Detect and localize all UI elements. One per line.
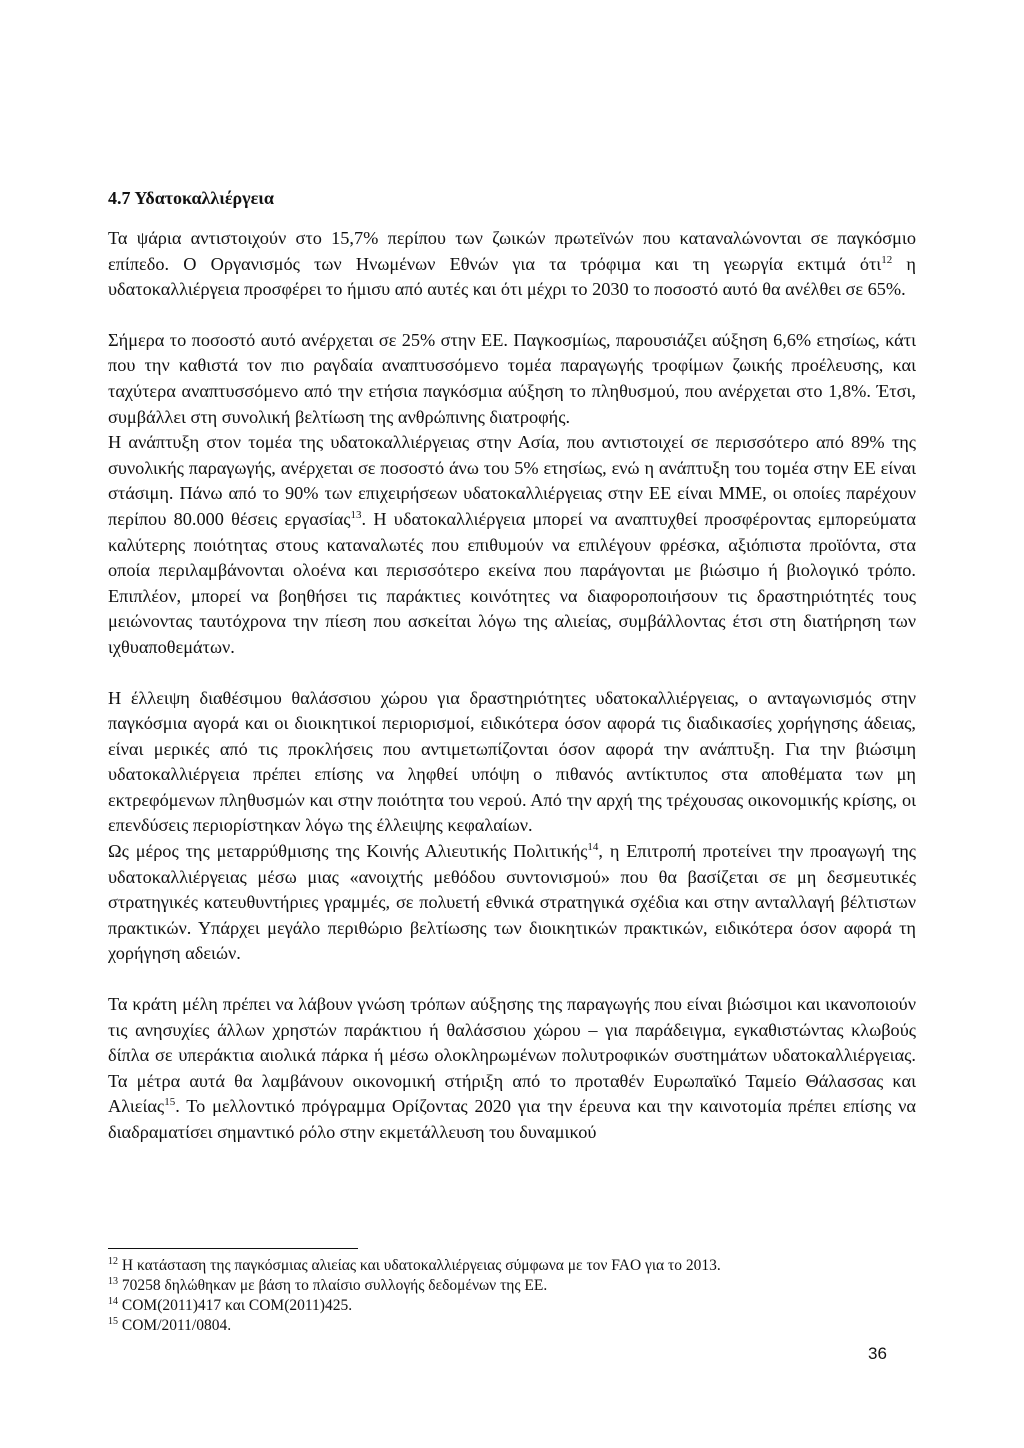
body-text	[108, 226, 916, 1146]
footnote-ref-15: 15	[164, 1096, 176, 1109]
footnotes	[108, 1256, 916, 1336]
paragraph-3-text-a: Η ανάπτυξη στον τομέα της υδατοκαλλιέργειας στην Ασία, που αντιστοιχεί σε περισσότερο από 89% της συνολικής παραγωγής, ανέρχεται σε ποσοστό άνω του 5% ετησίως, ενώ η ανάπτυξη του τομέα στην ΕΕ είναι στάσιμη. Πάνω από το 90% των επιχειρήσεων υδατοκαλλιέργειας στην ΕΕ είναι ΜΜΕ, οι οποίες παρέχουν περίπου 80.000 θέσεις εργασίας	[108, 432, 916, 529]
footnote-number: 12	[108, 1255, 118, 1267]
paragraph-5-text-a: Ως μέρος της μεταρρύθμισης της Κοινής Αλιευτικής Πολιτικής	[108, 841, 588, 862]
paragraph-5	[108, 839, 916, 967]
paragraph-1-text-b: η υδατοκαλλιέργεια προσφέρει το ήμισυ από αυτές και ότι μέχρι το 2030 το ποσοστό αυτό θα ανέλθει σε 65%.	[108, 253, 916, 300]
footnote-12	[108, 1256, 916, 1276]
footnote-text: 70258 δηλώθηκαν με βάση το πλαίσιο συλλογής δεδομένων της ΕΕ.	[118, 1277, 548, 1294]
paragraph-6-text-b: . Το μελλοντικό πρόγραμμα Ορίζοντας 2020 για την έρευνα και την καινοτομία πρέπει επίσης να διαδραματίσει σημαντικό ρόλο στην εκμετάλλευση του δυναμικού	[108, 1096, 916, 1142]
paragraph-1-text-a: Τα ψάρια αντιστοιχούν στο 15,7% περίπου των ζωικών πρωτεϊνών που καταναλώνονται σε παγκόσμιο επίπεδο. Ο Οργανισμός των Ηνωμένων Εθνών για τα τρόφιμα και τη γεωργία εκτιμά ότι	[108, 228, 916, 274]
paragraph-2: Σήμερα το ποσοστό αυτό ανέρχεται σε 25% στην ΕΕ. Παγκοσμίως, παρουσιάζει αύξηση 6,6% ετησίως, κάτι που την καθιστά τον πιο ραγδαία αναπτυσσόμενο τομέα παραγωγής τροφίμων ζωικής προέλευσης, και ταχύτερα αναπτυσσόμενο από την ετήσια παγκόσμια αύξηση το πληθυσμού, που ανέρχεται στο 1,8%. Έτσι, συμβάλλει στη συνολική βελτίωση της ανθρώπινης διατροφής.	[108, 329, 916, 427]
footnote-text: Η κατάσταση της παγκόσμιας αλιείας και υδατοκαλλιέργειας σύμφωνα με τον FAO για το 2013.	[118, 1257, 721, 1274]
footnote-15	[108, 1316, 916, 1336]
footnote-text: COM(2011)417 και COM(2011)425.	[118, 1297, 353, 1314]
footnote-number: 15	[108, 1315, 118, 1327]
footnote-number: 14	[108, 1295, 118, 1307]
paragraph-5-text-b: , η Επιτροπή προτείνει την προαγωγή της υδατοκαλλιέργειας μέσω μιας «ανοιχτής μεθόδου συντονισμού» που θα βασίζεται σε μη δεσμευτικές στρατηγικές κατευθυντήριες γραμμές, σε πολυετή εθνικά στρατηγικά σχέδια και στην ανταλλαγή βέλτιστων πρακτικών. Υπάρχει μεγάλο περιθώριο βελτίωσης των διοικητικών πρακτικών, ειδικότερα όσον αφορά τη χορήγηση αδειών.	[108, 841, 917, 964]
footnote-13	[108, 1276, 916, 1296]
paragraph-6-text-a: Τα κράτη μέλη πρέπει να λάβουν γνώση τρόπων αύξησης της παραγωγής που είναι βιώσιμοι και ικανοποιούν τις ανησυχίες άλλων χρηστών παράκτιου ή θαλάσσιου χώρου – για παράδειγμα, εγκαθιστώντας κλωβούς δίπλα σε υπεράκτια αιολικά πάρκα ή μέσω ολοκληρωμένων πολυτροφικών συστημάτων υδατοκαλλιέργειας. Τα μέτρα αυτά θα λαμβάνουν οικονομική στήριξη από το προταθέν Ευρωπαϊκό Ταμείο Θάλασσας και Αλιείας	[108, 994, 916, 1117]
footnote-text: COM/2011/0804.	[118, 1317, 232, 1334]
footnote-ref-13: 13	[350, 508, 362, 521]
section-heading: 4.7 Υδατοκαλλιέργεια	[108, 188, 274, 208]
footnote-number: 13	[108, 1275, 118, 1287]
footnote-ref-14: 14	[587, 840, 599, 853]
page-number: 36	[868, 1344, 887, 1363]
footnote-ref-12: 12	[881, 253, 893, 266]
footnote-14	[108, 1296, 916, 1316]
paragraph-1	[108, 226, 916, 303]
paragraph-4: Η έλλειψη διαθέσιμου θαλάσσιου χώρου για δραστηριότητες υδατοκαλλιέργειας, ο ανταγωνισμός στην παγκόσμια αγορά και οι διοικητικοί περιορισμοί, ειδικότερα όσον αφορά τις διαδικασίες χορήγησης άδειας, είναι μερικές από τις προκλήσεις που αντιμετωπίζονται όσον αφορά την ανάπτυξη. Για την βιώσιμη υδατοκαλλιέργεια πρέπει επίσης να ληφθεί υπόψη ο πιθανός αντίκτυπος στα αποθέματα των μη εκτρεφόμενων πληθυσμών και στην ποιότητα του νερού. Από την αρχή της τρέχουσας οικονομικής κρίσης, οι επενδύσεις περιορίστηκαν λόγω της έλλειψης κεφαλαίων.	[108, 687, 916, 836]
paragraph-3	[108, 430, 916, 660]
paragraph-3-text-b: . Η υδατοκαλλιέργεια μπορεί να αναπτυχθεί προσφέροντας εμπορεύματα καλύτερης ποιότητας στους καταναλωτές που επιθυμούν να επιλέγουν φρέσκα, αξιόπιστα προϊόντα, στα οποία περιλαμβάνονται ολοένα και περισσότερο εκείνα που παράγονται με βιώσιμο ή βιολογικό τρόπο. Επιπλέον, μπορεί να βοηθήσει τις παράκτιες κοινότητες να διαφοροποιήσουν τις δραστηριότητές τους μειώνοντας ταυτόχρονα την πίεση που ασκείται λόγω της αλιείας, συμβάλλοντας έτσι στη διατήρηση των ιχθυαποθεμάτων.	[108, 508, 916, 657]
paragraph-6	[108, 992, 916, 1146]
footnote-separator	[108, 1248, 358, 1249]
